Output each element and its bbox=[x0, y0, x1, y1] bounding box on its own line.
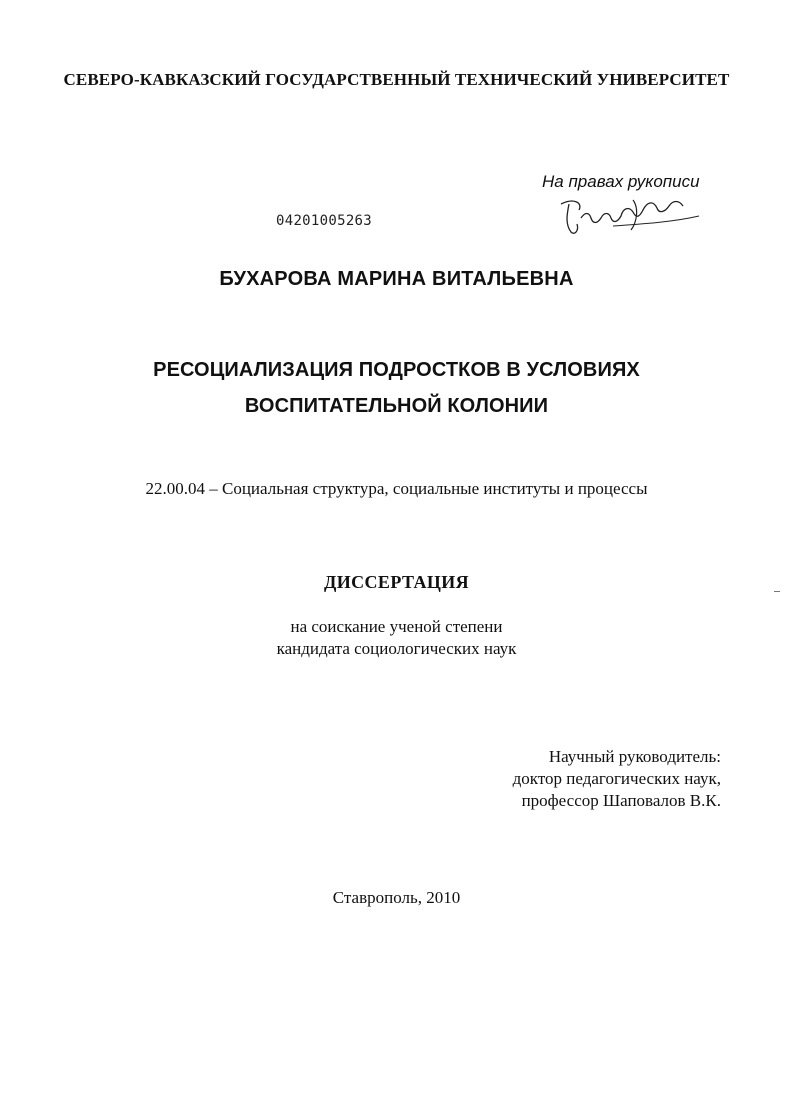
scientific-supervisor bbox=[513, 746, 721, 812]
degree-line: на соискание ученой степени bbox=[290, 617, 503, 636]
document-number: 04201005263 bbox=[276, 213, 373, 229]
supervisor-label: Научный руководитель: bbox=[548, 747, 721, 766]
specialty-code: 22.00.04 – Социальная структура, социальные институты и процессы bbox=[145, 479, 648, 498]
manuscript-note: На правах рукописи bbox=[542, 172, 700, 191]
supervisor-name: профессор Шаповалов В.К. bbox=[521, 791, 721, 810]
title-line: ВОСПИТАТЕЛЬНОЙ КОЛОНИИ bbox=[244, 395, 549, 417]
degree-sought bbox=[0, 616, 793, 660]
author-name: БУХАРОВА МАРИНА ВИТАЛЬЕВНА bbox=[219, 268, 574, 290]
document-type: ДИССЕРТАЦИЯ bbox=[323, 572, 470, 592]
dissertation-title bbox=[0, 352, 793, 424]
handwritten-signature bbox=[553, 192, 703, 240]
supervisor-degree: доктор педагогических наук, bbox=[512, 769, 721, 788]
title-line: РЕСОЦИАЛИЗАЦИЯ ПОДРОСТКОВ В УСЛОВИЯХ bbox=[153, 359, 640, 381]
degree-line: кандидата социологических наук bbox=[276, 639, 517, 658]
scan-mark bbox=[774, 591, 780, 592]
city-and-year: Ставрополь, 2010 bbox=[332, 888, 461, 907]
university-name: СЕВЕРО-КАВКАЗСКИЙ ГОСУДАРСТВЕННЫЙ ТЕХНИЧЕСКИЙ УНИВЕРСИТЕТ bbox=[63, 70, 730, 89]
